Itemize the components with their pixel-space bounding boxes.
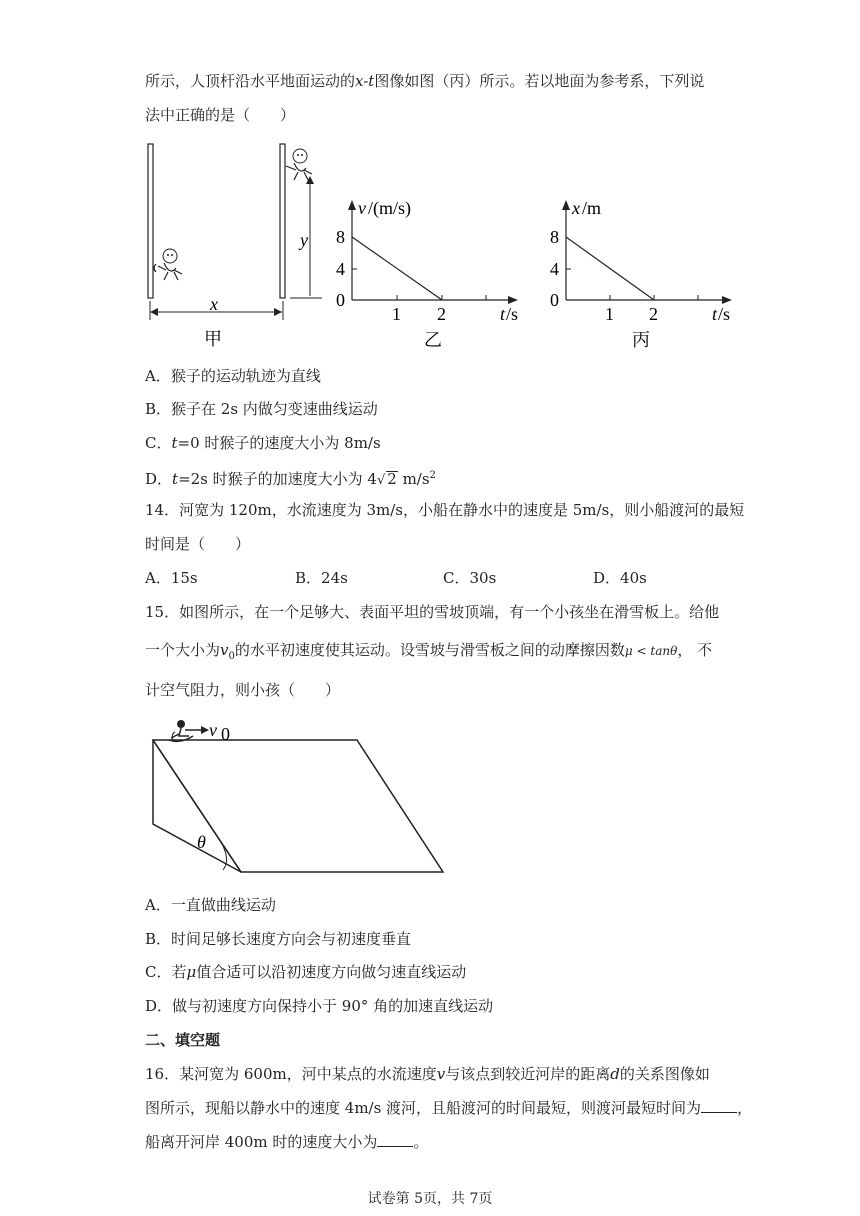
- bing-tick-1: 1: [605, 304, 614, 324]
- pole-right: [280, 144, 285, 298]
- caption-bing: 丙: [632, 330, 650, 350]
- yi-tick-8: 8: [336, 227, 345, 247]
- y-label: y: [300, 230, 308, 250]
- q13-stem-text: 所示，人顶杆沿水平地面运动的: [145, 72, 356, 90]
- q15-option-c: C．若μ值合适可以沿初速度方向做匀速直线运动: [145, 963, 467, 981]
- bing-t-unit: /s: [718, 304, 731, 324]
- caption-yi: 乙: [424, 330, 442, 350]
- bing-tick-8: 8: [550, 227, 559, 247]
- yi-v-label: v: [358, 198, 366, 218]
- q14-stem-line1: 14．河宽为 120m，水流速度为 3m/s，小船在静水中的速度是 5m/s，则小船渡河的最短: [145, 501, 745, 519]
- bing-tick-0: 0: [550, 290, 559, 310]
- q16-stem-line3: 船离开河岸 400m 时的速度大小为 。: [145, 1133, 429, 1151]
- bing-t-label: t: [712, 304, 718, 324]
- x-label: x: [210, 294, 218, 314]
- yi-tick-2: 2: [437, 304, 446, 324]
- q15-stem-line2: 一个大小为$v_0$的水平初速度使其运动。设雪坡与滑雪板之间的动摩擦因数μ < tanθ， 不: [145, 641, 713, 662]
- q15-option-b: B．时间足够长速度方向会与初速度垂直: [145, 930, 412, 948]
- bing-tick-2: 2: [649, 304, 658, 324]
- q13-stem-line2: 法中正确的是（ ）: [145, 106, 296, 124]
- q14-stem-line2: 时间是（ ）: [145, 535, 251, 553]
- q13-stem-text-2: 图像如图（丙）所示。若以地面为参考系，下列说: [374, 72, 705, 90]
- q15-option-d: D．做与初速度方向保持小于 90° 角的加速直线运动: [145, 997, 494, 1015]
- q14-option-d: D．40s: [593, 569, 647, 587]
- q13-option-a: A．猴子的运动轨迹为直线: [145, 367, 321, 385]
- monkey-right-icon: [286, 149, 312, 180]
- q16-stem-line1: 16．某河宽为 600m，河中某点的水流速度v与该点到较近河岸的距离d的关系图像如: [145, 1065, 710, 1083]
- q16-blank-2[interactable]: [377, 1132, 413, 1147]
- q13-option-c: C．t=0 时猴子的速度大小为 8m/s: [145, 434, 381, 452]
- page-footer: 试卷第 5页，共 7页: [367, 1191, 493, 1207]
- q15-stem-line1: 15．如图所示，在一个足够大、表面平坦的雪坡顶端，有一个小孩坐在滑雪板上。给他: [145, 603, 720, 621]
- q13-figure-jia: [140, 138, 340, 353]
- bing-tick-4: 4: [550, 259, 559, 279]
- q14-option-c: C．30s: [443, 569, 497, 587]
- q16-stem-line2: 图所示，现船以静水中的速度 4m/s 渡河，且船渡河的时间最短，则渡河最短时间为 ，: [145, 1099, 753, 1117]
- q13-option-b: B．猴子在 2s 内做匀变速曲线运动: [145, 400, 378, 418]
- yi-tick-0: 0: [336, 290, 345, 310]
- q15-option-a: A．一直做曲线运动: [145, 896, 276, 914]
- caption-jia: 甲: [204, 329, 222, 349]
- section-title-fill-in: 二、填空题: [145, 1031, 221, 1049]
- q16-blank-1[interactable]: [701, 1098, 737, 1113]
- q13-stem-line1: [145, 71, 704, 91]
- v0-sub: 0: [221, 724, 230, 744]
- q15-figure-slope: [145, 712, 455, 877]
- yi-t-unit: /s: [506, 304, 519, 324]
- q14-option-a: A．15s: [145, 569, 198, 587]
- v0-label: v: [209, 720, 217, 740]
- yi-v-unit: /(m/s): [368, 198, 411, 218]
- yi-tick-4: 4: [336, 259, 345, 279]
- q13-option-d: D．t=2s 时猴子的加速度大小为 4√ 2 $m/s^2$: [145, 470, 436, 488]
- q13-figure-yi: [334, 192, 534, 354]
- q13-figure-bing: [548, 192, 748, 354]
- pole-left: [148, 144, 153, 298]
- q14-option-b: B．24s: [295, 569, 348, 587]
- q13-xt-italic: x-t: [355, 72, 375, 90]
- bing-x-unit: /m: [582, 198, 602, 218]
- bing-x-label: x: [572, 198, 580, 218]
- monkey-left-icon: [154, 249, 182, 280]
- theta-label: θ: [197, 832, 206, 852]
- yi-t-label: t: [500, 304, 506, 324]
- yi-tick-1: 1: [392, 304, 401, 324]
- q15-stem-line3: 计空气阻力，则小孩（ ）: [145, 681, 341, 699]
